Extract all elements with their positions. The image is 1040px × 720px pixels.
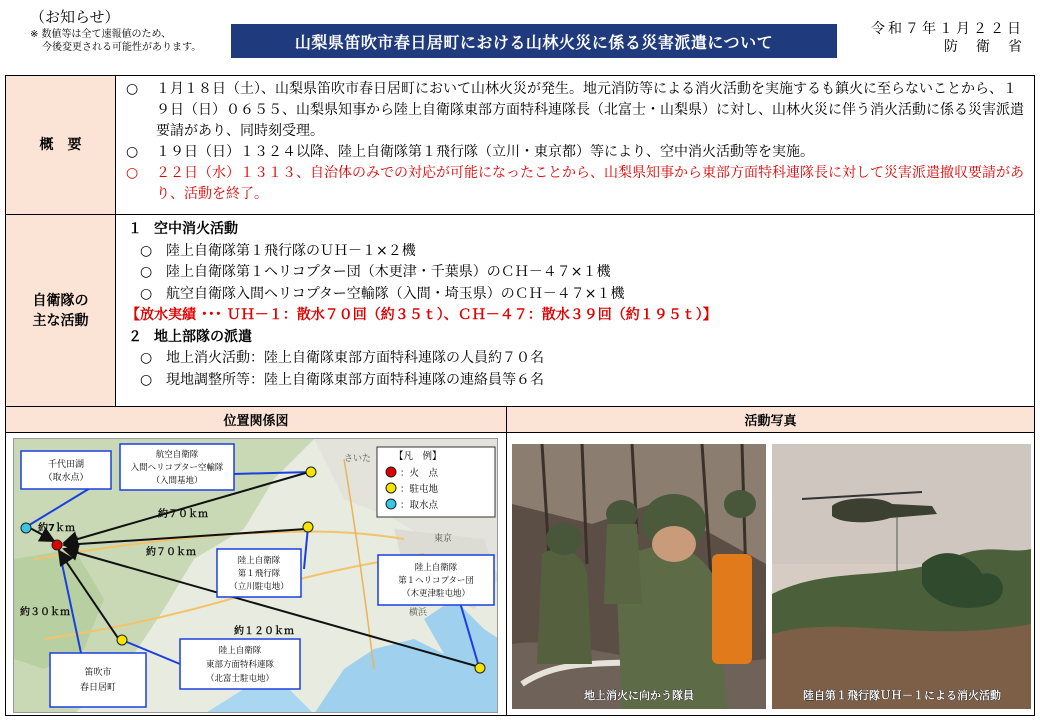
activities-label: [6, 215, 116, 406]
location-map-svg: [14, 439, 498, 713]
photo-ground-troops-image: [512, 444, 766, 709]
bullet-mark: ○: [140, 264, 153, 280]
issuer-name: 防 衛 省: [944, 39, 1024, 55]
photo-helicopter-image: [772, 444, 1031, 709]
info-box-frame: [50, 653, 146, 707]
activity-text: 陸上自衛隊第１飛行隊のＵＨ－１×２機: [166, 242, 416, 259]
info-box-kitafuji: [180, 639, 300, 689]
info-box-line: 陸上自衛隊: [414, 563, 458, 573]
legend-fire-label: ：火 点: [400, 468, 439, 479]
summary-text: １９日（日）１３２４以降、陸上自衛隊第１飛行隊（立川・東京都）等により、空中消火活動等を実施。: [156, 144, 814, 160]
info-box-iruma: [120, 444, 234, 490]
activities-row: [6, 215, 1034, 407]
photo-caption-left: 地上消火に向かう隊員: [584, 689, 694, 702]
activity-text: 航空自衛隊入間ヘリコプター空輸隊（入間・埼玉県）のＣＨ－４７×１機: [166, 285, 625, 302]
activity-item: [126, 284, 1024, 306]
summary-body: [116, 76, 1034, 214]
page-title: 山梨県笛吹市春日居町における山林火災に係る災害派遣について: [231, 24, 837, 58]
distance-label-kisarazu: 約１２０ｋｍ: [234, 626, 294, 637]
note-line-2: 今後変更される可能性があります。: [42, 42, 202, 53]
summary-text: １月１８日（土）、山梨県笛吹市春日居町において山林火災が発生。地元消防等による消火活動を実施するも鎮火に至らないことから、１９日（日）０６５５、山梨県知事から陸上自衛隊東部方面特科連隊長（北富士・山梨県）に対し、山林火災に伴う消火活動に係る災害派遣要請があり、同時刻受理。: [156, 81, 1024, 139]
activity-item: [126, 241, 1024, 263]
report-sheet: [5, 75, 1035, 716]
notice-label: （お知らせ）: [30, 8, 120, 26]
legend-base-label: ：駐屯地: [400, 484, 439, 495]
legend-fire-swatch: [386, 467, 396, 477]
activities-label-line1: 自衛隊の: [32, 292, 89, 309]
bullet-mark: ○: [126, 81, 139, 97]
info-box-line: （立川駐屯地）: [229, 582, 289, 592]
activity-text: 現地調整所等：陸上自衛隊東部方面特科連隊の連絡員等６名: [166, 371, 544, 388]
base-marker-tachikawa: [303, 522, 313, 532]
summary-row: [6, 76, 1034, 215]
bullet-mark: ○: [140, 242, 153, 259]
photo-panel-heading: 活動写真: [507, 407, 1034, 433]
info-box-tachikawa: [217, 549, 301, 597]
place-label-saitama: さいた: [344, 454, 372, 464]
bullet-mark: ○: [140, 371, 153, 388]
info-box-line: （木更津駐屯地）: [401, 589, 471, 599]
legend-water-swatch: [386, 499, 396, 509]
info-box-line: 陸上自衛隊: [218, 646, 262, 656]
legend-title: 【凡 例】: [394, 451, 442, 462]
bullet-mark: ○: [126, 144, 139, 160]
summary-text: ２２日（水）１３１３、自治体のみでの対応が可能になったことから、山梨県知事から東部方面特科連隊長に対して災害派遣撤収要請があり、活動を終了。: [156, 165, 1024, 202]
info-box-chiyoda: [21, 451, 111, 489]
place-label-tokyo: 東京: [434, 534, 453, 544]
photo-helicopter: [772, 444, 1031, 709]
bullet-mark: ○: [140, 350, 153, 366]
bullet-mark: ○: [126, 165, 139, 181]
summary-item: [126, 142, 1024, 163]
info-box-line: 第１飛行隊: [237, 569, 281, 579]
activity-item: [126, 262, 1024, 284]
photo-caption-right: 陸自第１飛行隊ＵＨ－１による消火活動: [803, 689, 1001, 702]
info-box-line: 入間ヘリコプター空輸隊: [130, 463, 224, 473]
info-box-line: 東部方面特科連隊: [205, 660, 275, 670]
section-2-number: ２: [128, 328, 142, 345]
provisional-note: [30, 28, 201, 54]
activity-item: [126, 348, 1024, 370]
section-1-number: １: [128, 221, 142, 237]
info-box-line: （入間基地）: [151, 476, 203, 486]
info-box-line: 陸上自衛隊: [237, 556, 281, 566]
base-marker-kisarazu: [475, 663, 485, 673]
info-box-kisarazu: [378, 555, 494, 605]
fire-point-marker: [52, 540, 62, 550]
distance-label-iruma: 約７０ｋｍ: [158, 509, 208, 520]
activities-body: [116, 215, 1034, 406]
activity-text: 地上消火活動：陸上自衛隊東部方面特科連隊の人員約７０名: [166, 350, 544, 366]
info-box-line: 笛吹市: [84, 668, 112, 678]
location-map: [13, 438, 498, 713]
panel-divider: [506, 407, 507, 716]
photo-sky-haze: [772, 444, 1031, 564]
bullet-mark: ○: [140, 285, 153, 302]
distance-label-tachikawa: 約７０ｋｍ: [146, 547, 196, 558]
water-point-marker: [21, 523, 31, 533]
info-box-frame: [21, 451, 111, 489]
section-1-heading: [126, 219, 1024, 241]
issuer-block: [854, 20, 1024, 56]
base-marker-iruma: [306, 467, 316, 477]
info-box-fuefuki: [50, 653, 146, 707]
section-1-title: 空中消火活動: [154, 221, 238, 237]
summary-item: [126, 79, 1024, 142]
info-box-line: 千代田湖: [47, 460, 85, 470]
map-panel-heading: 位置関係図: [6, 407, 506, 433]
place-label-yokohama: 横浜: [409, 608, 428, 618]
activity-text: 陸上自衛隊第１ヘリコプター団（木更津・千葉県）のＣＨ－４７×１機: [166, 264, 611, 280]
info-box-line: （北富士駐屯地）: [205, 674, 275, 684]
summary-label: 概 要: [6, 76, 116, 214]
distance-label-chiyoda: 約7ｋｍ: [38, 523, 75, 534]
distance-label-kitafuji: 約３０ｋｍ: [20, 607, 70, 618]
issue-date: 令和７年１月２２日: [871, 21, 1024, 37]
info-box-line: 第１ヘリコプター団: [398, 576, 474, 586]
info-box-line: （取水点）: [43, 473, 89, 483]
activities-label-line2: 主な活動: [32, 312, 89, 329]
legend-base-swatch: [386, 483, 396, 493]
map-legend: [377, 447, 495, 517]
summary-item-alert: [126, 163, 1024, 205]
photo-ground-troops: [512, 444, 766, 709]
info-box-line: 春日居町: [79, 683, 117, 693]
activity-item: [126, 370, 1024, 392]
section-2-heading: [126, 327, 1024, 349]
note-line-1: ※ 数値等は全て速報値のため、: [30, 29, 172, 40]
base-marker-kitafuji: [117, 635, 127, 645]
legend-water-label: ：取水点: [400, 500, 439, 511]
section-2-title: 地上部隊の派遣: [154, 328, 252, 345]
water-drop-result: 【放水実績 ･･･ ＵＨ－１：散水７０回（約３５ｔ）、ＣＨ－４７：散水３９回（約１９５ｔ）】: [126, 307, 717, 323]
info-box-line: 航空自衛隊: [155, 450, 199, 460]
